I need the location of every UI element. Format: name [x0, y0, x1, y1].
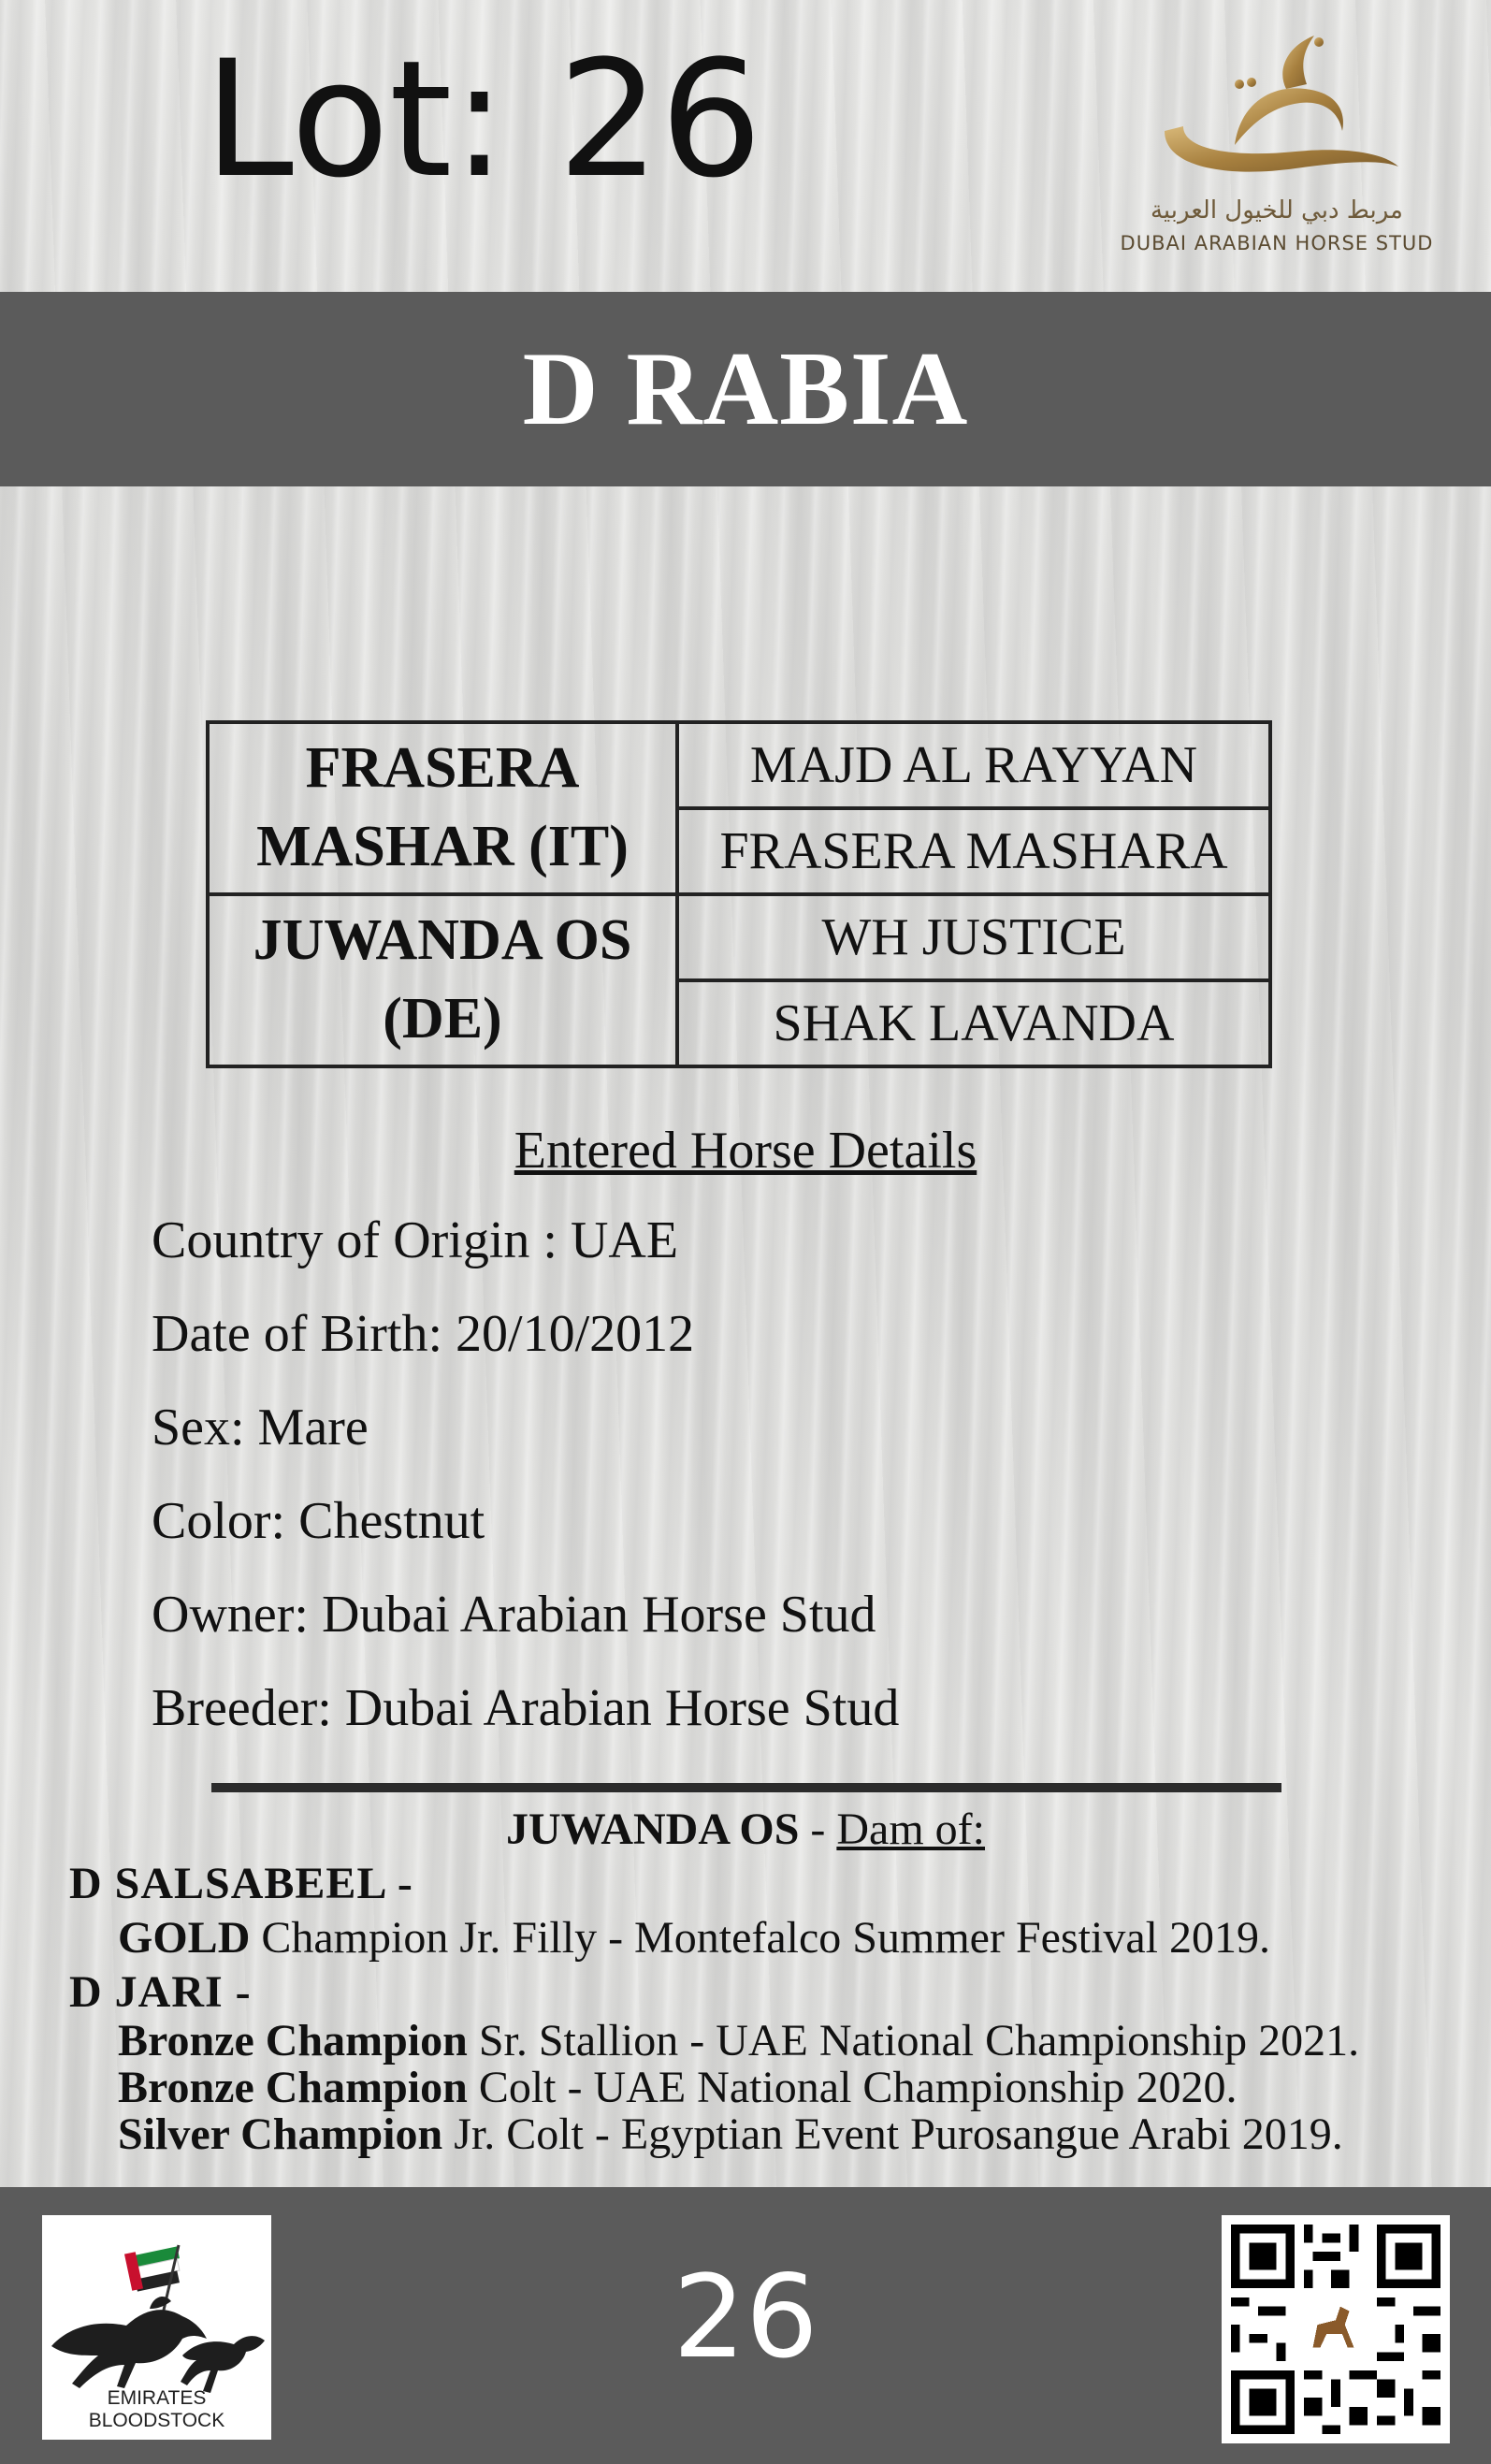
- footer-band: [0, 2187, 1491, 2464]
- calligraphy-emblem-icon: [1146, 28, 1408, 196]
- progeny-award: Silver Champion Jr. Colt - Egyptian Event Purosangue Arabi 2019.: [118, 2109, 1343, 2159]
- detail-owner: Owner: Dubai Arabian Horse Stud: [152, 1586, 876, 1644]
- pedigree-sire-sire: MAJD AL RAYYAN: [677, 722, 1270, 808]
- pedigree-sire-dam: FRASERA MASHARA: [677, 808, 1270, 894]
- details-heading: Entered Horse Details: [514, 1122, 977, 1180]
- lot-title: Lot: 26: [204, 25, 762, 213]
- logo-arabic-text: مربط دبي للخيول العربية: [1150, 196, 1403, 225]
- detail-sex: Sex: Mare: [152, 1399, 369, 1457]
- progeny-name: D JARI -: [69, 1967, 252, 2017]
- qr-code-icon: [1222, 2215, 1450, 2443]
- pedigree-table: [206, 720, 1272, 1068]
- pedigree-sire: FRASERA MASHAR (IT): [208, 722, 677, 894]
- detail-dob: Date of Birth: 20/10/2012: [152, 1305, 695, 1363]
- emirates-bloodstock-text: EMIRATES BLOODSTOCK: [88, 2387, 225, 2431]
- qr-code[interactable]: [1222, 2215, 1450, 2443]
- dam-separator: -: [799, 1805, 837, 1854]
- dam-of-label: Dam of:: [836, 1805, 985, 1854]
- dubai-arabian-horse-stud-logo: [1094, 28, 1459, 262]
- detail-country: Country of Origin : UAE: [152, 1211, 679, 1269]
- detail-color: Color: Chestnut: [152, 1492, 485, 1550]
- progeny-award: Bronze Champion Sr. Stallion - UAE National Championship 2021.: [118, 2016, 1360, 2065]
- progeny-award: Bronze Champion Colt - UAE National Championship 2020.: [118, 2063, 1238, 2112]
- horse-name-banner: [0, 292, 1491, 486]
- dam-of-heading: [0, 1804, 1491, 1855]
- dam-name: JUWANDA OS: [506, 1805, 800, 1854]
- progeny-name: D SALSABEEL -: [69, 1859, 413, 1908]
- progeny-award: GOLD Champion Jr. Filly - Montefalco Summer Festival 2019.: [118, 1913, 1270, 1963]
- footer-lot-number: 26: [673, 2251, 818, 2384]
- pedigree-dam: JUWANDA OS (DE): [208, 894, 677, 1066]
- logo-english-text: DUBAI ARABIAN HORSE STUD: [1120, 232, 1434, 254]
- pedigree-dam-sire: WH JUSTICE: [677, 894, 1270, 980]
- section-divider: [211, 1783, 1281, 1792]
- detail-breeder: Breeder: Dubai Arabian Horse Stud: [152, 1679, 900, 1737]
- horse-name: D RABIA: [522, 330, 969, 447]
- pedigree-dam-dam: SHAK LAVANDA: [677, 980, 1270, 1066]
